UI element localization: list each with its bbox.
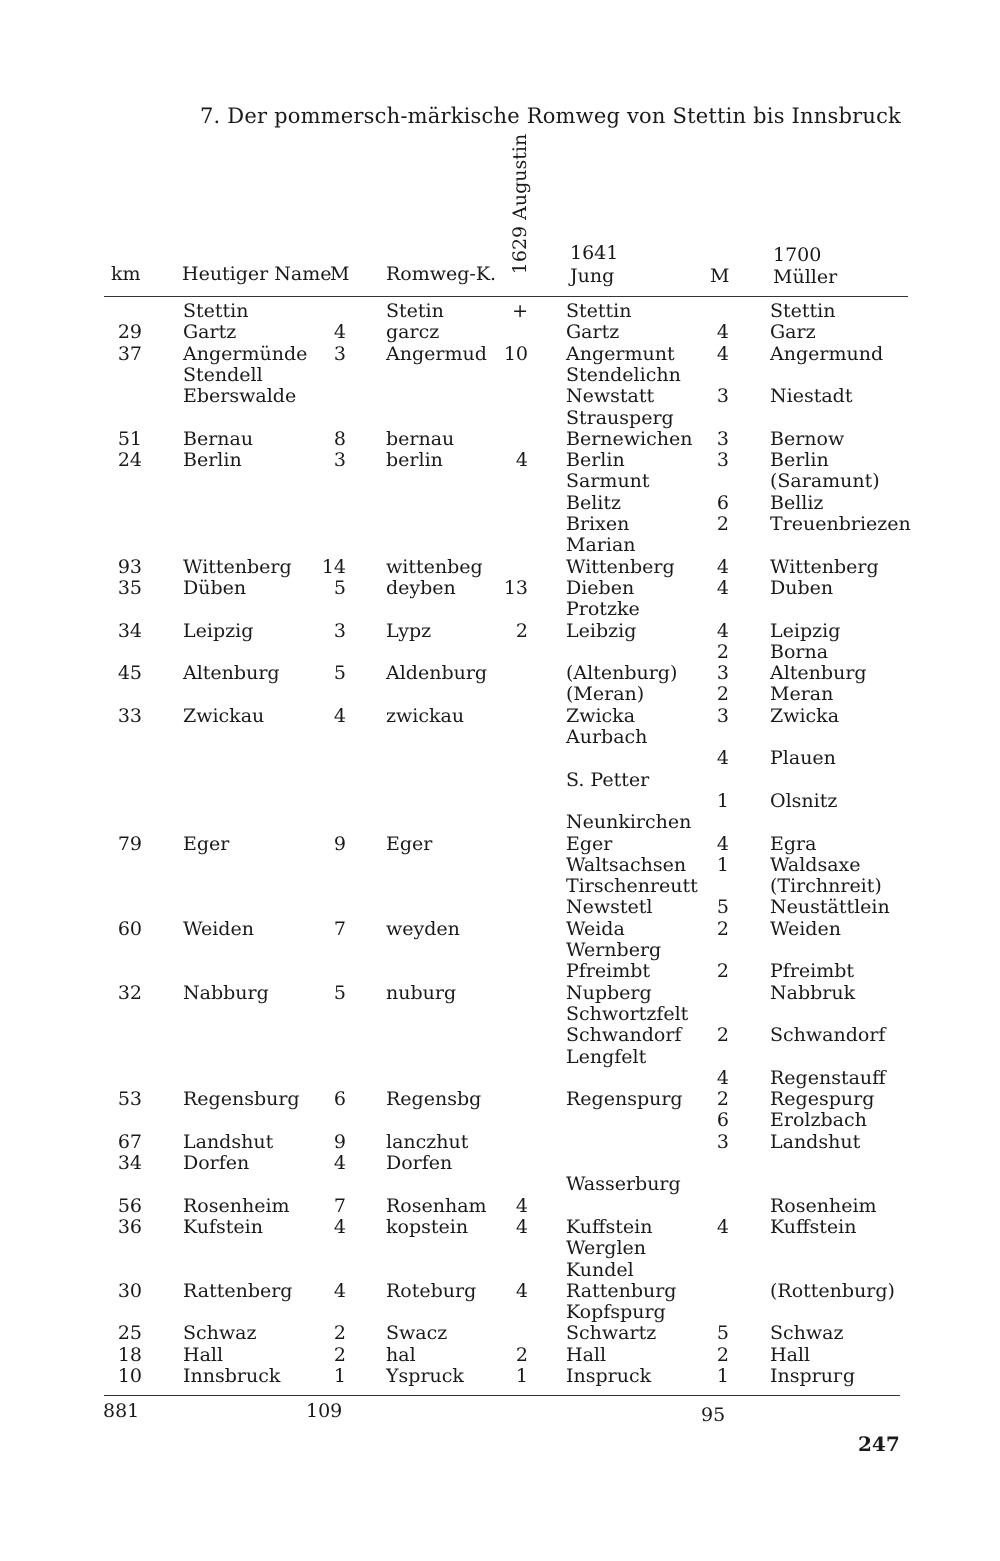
cell-km: 10 xyxy=(117,1365,142,1387)
cell-romweg: Regensbg xyxy=(386,1088,482,1111)
cell-augustin: 2 xyxy=(515,619,528,642)
cell-mueller: Plauen xyxy=(770,747,836,770)
cell-m2: 2 xyxy=(716,683,729,706)
cell-jung: Wernberg xyxy=(566,939,662,961)
cell-m: 7 xyxy=(333,917,346,940)
cell-mueller: (Rottenburg) xyxy=(770,1279,895,1302)
cell-m: 4 xyxy=(333,1279,346,1302)
cell-jung: (Altenburg) xyxy=(566,662,678,685)
cell-m2: 4 xyxy=(716,321,729,344)
cell-romweg: garcz xyxy=(386,321,440,344)
cell-name: Landshut xyxy=(183,1130,274,1153)
cell-augustin: 13 xyxy=(503,576,528,599)
cell-mueller: Regenstauff xyxy=(770,1066,886,1089)
cell-name: Regensburg xyxy=(183,1088,300,1111)
header-romweg: Romweg-K. xyxy=(386,263,497,285)
cell-m2: 4 xyxy=(716,576,729,599)
cell-jung: Sarmunt xyxy=(566,470,650,493)
total-km: 881 xyxy=(103,1400,140,1422)
cell-m2: 1 xyxy=(716,853,729,876)
cell-m2: 4 xyxy=(716,1215,729,1238)
cell-jung: Protzke xyxy=(566,598,640,621)
total-m2: 95 xyxy=(701,1404,726,1426)
cell-jung: Schwartz xyxy=(566,1322,657,1345)
cell-m2: 3 xyxy=(716,449,729,472)
cell-jung: Leibzig xyxy=(566,619,637,642)
cell-m: 5 xyxy=(333,662,346,685)
cell-m2: 2 xyxy=(716,1024,729,1047)
cell-m: 2 xyxy=(333,1322,346,1345)
cell-km: 37 xyxy=(117,342,142,365)
header-m2: M xyxy=(710,265,730,287)
cell-romweg: berlin xyxy=(386,449,443,472)
cell-jung: Kundel xyxy=(566,1258,634,1281)
cell-jung: (Meran) xyxy=(566,683,645,706)
header-name: Heutiger Name xyxy=(182,263,332,285)
cell-romweg: Yspruck xyxy=(386,1365,464,1387)
cell-m: 3 xyxy=(333,619,346,642)
header-jung: Jung xyxy=(570,265,615,287)
cell-name: Innsbruck xyxy=(183,1365,281,1387)
header-m1: M xyxy=(330,263,350,285)
cell-mueller: Olsnitz xyxy=(770,789,838,812)
cell-name: Altenburg xyxy=(183,662,280,685)
cell-mueller: Landshut xyxy=(770,1130,861,1153)
cell-jung: Strausperg xyxy=(566,406,674,429)
cell-m: 4 xyxy=(333,1215,346,1238)
cell-jung: Neunkirchen xyxy=(566,811,692,834)
cell-mueller: Bernow xyxy=(770,427,845,450)
cell-mueller: Hall xyxy=(770,1343,811,1366)
cell-mueller: Regespurg xyxy=(770,1088,875,1111)
cell-romweg: Angermud xyxy=(386,342,487,365)
cell-m2: 4 xyxy=(716,832,729,855)
cell-name: Zwickau xyxy=(183,704,265,727)
cell-km: 67 xyxy=(117,1130,142,1153)
cell-romweg: Aldenburg xyxy=(386,662,488,685)
cell-m2: 2 xyxy=(716,640,729,663)
cell-mueller: Wittenberg xyxy=(770,555,879,578)
cell-jung: Stendelichn xyxy=(566,363,681,386)
cell-jung: Angermunt xyxy=(566,342,675,365)
cell-km: 29 xyxy=(117,321,142,344)
cell-m: 8 xyxy=(333,427,346,450)
cell-km: 33 xyxy=(117,704,142,727)
cell-jung: Belitz xyxy=(566,491,622,514)
cell-m: 1 xyxy=(333,1365,346,1387)
cell-m: 9 xyxy=(333,1130,346,1153)
cell-name: Rattenberg xyxy=(183,1279,293,1302)
cell-mueller: Pfreimbt xyxy=(770,960,855,983)
cell-mueller: Treuenbriezen xyxy=(770,513,911,535)
cell-mueller: Leipzig xyxy=(770,619,841,642)
cell-jung: Lengfelt xyxy=(566,1045,647,1068)
cell-mueller: Garz xyxy=(770,321,816,344)
cell-romweg: Eger xyxy=(386,832,433,855)
cell-name: Gartz xyxy=(183,321,237,344)
cell-name: Hall xyxy=(183,1343,224,1366)
cell-augustin: 4 xyxy=(515,1215,528,1238)
cell-name: Eger xyxy=(183,832,230,855)
cell-jung: Newstetl xyxy=(566,896,653,919)
cell-jung: Gartz xyxy=(566,321,620,344)
cell-m: 5 xyxy=(333,981,346,1004)
cell-name: Angermünde xyxy=(183,342,308,365)
cell-jung: Rattenburg xyxy=(566,1279,677,1302)
cell-m: 4 xyxy=(333,1152,346,1174)
cell-m2: 4 xyxy=(716,555,729,578)
header-rule xyxy=(104,296,908,297)
cell-m: 6 xyxy=(333,1088,346,1111)
cell-jung: Kopfspurg xyxy=(566,1301,666,1324)
cell-mueller: Angermund xyxy=(770,342,884,365)
cell-romweg: Lypz xyxy=(386,619,432,642)
header-augustin: 1629 Augustin xyxy=(509,133,531,275)
cell-mueller: Neustättlein xyxy=(770,896,890,919)
cell-jung: Aurbach xyxy=(566,726,648,748)
cell-mueller: Schwaz xyxy=(770,1322,844,1345)
cell-km: 24 xyxy=(117,449,142,472)
cell-km: 60 xyxy=(117,917,142,940)
cell-m2: 2 xyxy=(716,917,729,940)
cell-mueller: (Tirchnreit) xyxy=(770,875,882,898)
cell-name: Bernau xyxy=(183,427,254,450)
cell-m2: 1 xyxy=(716,789,729,812)
cell-km: 53 xyxy=(117,1088,142,1111)
cell-m2: 2 xyxy=(716,1088,729,1111)
cell-jung: Inspruck xyxy=(566,1365,652,1387)
cell-jung: Stettin xyxy=(566,300,632,322)
cell-m: 3 xyxy=(333,342,346,365)
cell-mueller: (Saramunt) xyxy=(770,470,880,493)
cell-mueller: Stettin xyxy=(770,300,836,322)
cell-jung: Bernewichen xyxy=(566,427,693,450)
page-title: 7. Der pommersch-märkische Romweg von Stettin bis Innsbruck xyxy=(200,104,901,128)
cell-m2: 4 xyxy=(716,619,729,642)
cell-m: 5 xyxy=(333,576,346,599)
cell-romweg: Swacz xyxy=(386,1322,448,1345)
cell-name: Leipzig xyxy=(183,619,254,642)
cell-mueller: Inspruгg xyxy=(770,1365,856,1387)
cell-m2: 2 xyxy=(716,960,729,983)
cell-romweg: kopstein xyxy=(386,1215,469,1238)
cell-m: 14 xyxy=(321,555,346,578)
cell-jung: Kuffstein xyxy=(566,1215,653,1238)
cell-m2: 2 xyxy=(716,513,729,535)
cell-m2: 3 xyxy=(716,427,729,450)
cell-km: 51 xyxy=(117,427,142,450)
cell-km: 36 xyxy=(117,1215,142,1238)
cell-romweg: weyden xyxy=(386,917,460,940)
cell-m2: 4 xyxy=(716,747,729,770)
cell-romweg: Dorfen xyxy=(386,1152,453,1174)
cell-name: Kufstein xyxy=(183,1215,263,1238)
cell-km: 79 xyxy=(117,832,142,855)
cell-jung: Eger xyxy=(566,832,613,855)
cell-mueller: Belliz xyxy=(770,491,824,514)
cell-jung: Schwandorf xyxy=(566,1024,682,1047)
header-jung-year: 1641 xyxy=(570,242,619,264)
cell-mueller: Duben xyxy=(770,576,834,599)
page-number: 247 xyxy=(858,1432,900,1456)
cell-m2: 4 xyxy=(716,342,729,365)
cell-augustin: 10 xyxy=(503,342,528,365)
cell-romweg: Roteburg xyxy=(386,1279,477,1302)
cell-name: Düben xyxy=(183,576,247,599)
cell-mueller: Nabbruk xyxy=(770,981,856,1004)
cell-mueller: Egra xyxy=(770,832,817,855)
cell-mueller: Altenburg xyxy=(770,662,867,685)
cell-jung: Tirschenreutt xyxy=(566,875,698,898)
cell-romweg: nuburg xyxy=(386,981,457,1004)
cell-mueller: Waldsaxe xyxy=(770,853,861,876)
cell-m2: 1 xyxy=(716,1365,729,1387)
cell-mueller: Rosenheim xyxy=(770,1194,877,1217)
cell-name: Stendell xyxy=(183,363,263,386)
cell-m: 4 xyxy=(333,321,346,344)
cell-m: 2 xyxy=(333,1343,346,1366)
cell-name: Rosenheim xyxy=(183,1194,290,1217)
cell-augustin: 4 xyxy=(515,1194,528,1217)
cell-mueller: Kuffstein xyxy=(770,1215,857,1238)
cell-km: 34 xyxy=(117,1152,142,1174)
cell-romweg: zwickau xyxy=(386,704,465,727)
cell-mueller: Meran xyxy=(770,683,834,706)
cell-jung: Berlin xyxy=(566,449,625,472)
cell-km: 25 xyxy=(117,1322,142,1345)
cell-mueller: Weiden xyxy=(770,917,841,940)
cell-jung: Newstatt xyxy=(566,385,655,408)
cell-m2: 6 xyxy=(716,491,729,514)
cell-km: 35 xyxy=(117,576,142,599)
cell-jung: Hall xyxy=(566,1343,607,1366)
cell-km: 18 xyxy=(117,1343,142,1366)
cell-m: 3 xyxy=(333,449,346,472)
cell-augustin: 2 xyxy=(515,1343,528,1366)
cell-augustin: 1 xyxy=(515,1365,528,1387)
cell-jung: Dieben xyxy=(566,576,635,599)
cell-romweg: lanczhut xyxy=(386,1130,469,1153)
cell-augustin: 4 xyxy=(515,1279,528,1302)
cell-km: 34 xyxy=(117,619,142,642)
cell-jung: Waltsachsen xyxy=(566,853,687,876)
cell-jung: Werglen xyxy=(566,1237,647,1260)
header-mueller: Müller xyxy=(773,266,838,288)
cell-jung: S. Petter xyxy=(566,768,650,791)
cell-jung: Regenspurg xyxy=(566,1088,683,1111)
cell-m: 7 xyxy=(333,1194,346,1217)
cell-km: 32 xyxy=(117,981,142,1004)
cell-jung: Weida xyxy=(566,917,625,940)
cell-name: Nabburg xyxy=(183,981,269,1004)
cell-jung: Pfreimbt xyxy=(566,960,651,983)
cell-romweg: bernau xyxy=(386,427,455,450)
total-rule xyxy=(104,1395,900,1396)
cell-jung: Zwicka xyxy=(566,704,636,727)
cell-m2: 6 xyxy=(716,1109,729,1132)
cell-name: Schwaz xyxy=(183,1322,257,1345)
cell-jung: Wasserburg xyxy=(566,1173,681,1196)
cell-mueller: Zwicka xyxy=(770,704,840,727)
cell-jung: Wittenberg xyxy=(566,555,675,578)
cell-m: 9 xyxy=(333,832,346,855)
cell-name: Eberswalde xyxy=(183,385,297,408)
cell-name: Dorfen xyxy=(183,1152,250,1174)
cell-km: 93 xyxy=(117,555,142,578)
cell-name: Wittenberg xyxy=(183,555,292,578)
cell-mueller: Berlin xyxy=(770,449,829,472)
cell-m2: 3 xyxy=(716,704,729,727)
cell-m2: 4 xyxy=(716,1066,729,1089)
cell-jung: Marian xyxy=(566,534,636,557)
cell-km: 45 xyxy=(117,662,142,685)
cell-jung: Nupberg xyxy=(566,981,652,1004)
cell-romweg: hal xyxy=(386,1343,416,1366)
cell-romweg: deyben xyxy=(386,576,456,599)
cell-m2: 2 xyxy=(716,1343,729,1366)
cell-mueller: Niestadt xyxy=(770,385,853,408)
total-m: 109 xyxy=(306,1400,343,1422)
cell-m2: 3 xyxy=(716,1130,729,1153)
cell-m2: 5 xyxy=(716,1322,729,1345)
cell-augustin: + xyxy=(512,300,528,322)
cell-name: Berlin xyxy=(183,449,242,472)
header-mueller-year: 1700 xyxy=(773,244,822,266)
cell-romweg: Stetin xyxy=(386,300,444,322)
cell-jung: Schwortzfelt xyxy=(566,1002,689,1025)
cell-km: 30 xyxy=(117,1279,142,1302)
cell-m: 4 xyxy=(333,704,346,727)
cell-augustin: 4 xyxy=(515,449,528,472)
cell-mueller: Borna xyxy=(770,640,829,663)
cell-name: Weiden xyxy=(183,917,254,940)
cell-m2: 5 xyxy=(716,896,729,919)
header-km: km xyxy=(111,263,141,285)
cell-m2: 3 xyxy=(716,662,729,685)
cell-km: 56 xyxy=(117,1194,142,1217)
cell-romweg: Rosenham xyxy=(386,1194,487,1217)
cell-jung: Brixen xyxy=(566,513,630,535)
cell-m2: 3 xyxy=(716,385,729,408)
cell-romweg: wittenbeg xyxy=(386,555,483,578)
cell-name: Stettin xyxy=(183,300,249,322)
cell-mueller: Schwandorf xyxy=(770,1024,886,1047)
cell-mueller: Erolzbach xyxy=(770,1109,867,1132)
